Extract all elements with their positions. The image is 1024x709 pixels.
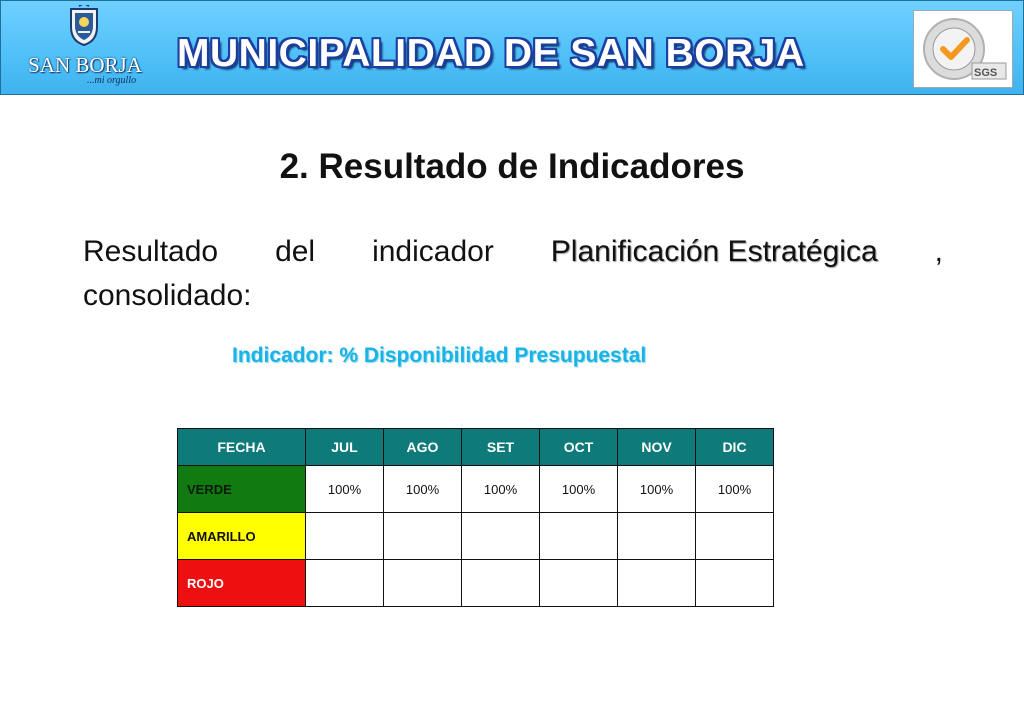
row-label-amarillo: AMARILLO [178, 513, 306, 560]
intro-emphasis: Planificación Estratégica [550, 235, 878, 268]
table-cell: 100% [306, 466, 384, 513]
table-cell: 100% [618, 466, 696, 513]
iso-certification-badge [913, 10, 1013, 88]
column-header-month: OCT [540, 429, 618, 466]
intro-comma: , [934, 235, 943, 268]
table-row-rojo [178, 560, 774, 607]
column-header-fecha: FECHA [178, 429, 306, 466]
row-label-rojo: ROJO [178, 560, 306, 607]
table-row-amarillo [178, 513, 774, 560]
column-header-month: SET [462, 429, 540, 466]
header-banner [0, 0, 1024, 95]
table-cell [384, 560, 462, 607]
table-header-row [178, 429, 774, 466]
table-cell [306, 513, 384, 560]
intro-line-1 [83, 230, 943, 274]
table-cell [462, 513, 540, 560]
san-borja-logo [21, 19, 149, 87]
cert-sgs-text: SGS [974, 67, 998, 79]
table-cell: 100% [462, 466, 540, 513]
table-cell [696, 513, 774, 560]
logo-name: SAN BORJA [28, 53, 142, 77]
table-cell: 100% [696, 466, 774, 513]
crest-icon [67, 5, 101, 47]
intro-word: indicador [372, 235, 494, 268]
intro-paragraph [83, 230, 943, 318]
slide-title: 2. Resultado de Indicadores [279, 147, 745, 186]
logo-slogan: ...mi orgullo [87, 75, 137, 86]
table-cell [540, 513, 618, 560]
column-header-month: DIC [696, 429, 774, 466]
table-cell: 100% [384, 466, 462, 513]
header-title: MUNICIPALIDAD DE SAN BORJA [177, 32, 805, 75]
table-cell [618, 560, 696, 607]
table-cell [696, 560, 774, 607]
table-cell [540, 560, 618, 607]
table-row-verde [178, 466, 774, 513]
table-cell [384, 513, 462, 560]
table-cell: 100% [540, 466, 618, 513]
table-cell [618, 513, 696, 560]
results-table [177, 428, 774, 607]
column-header-month: AGO [384, 429, 462, 466]
column-header-month: NOV [618, 429, 696, 466]
table-cell [462, 560, 540, 607]
intro-word: Resultado [83, 235, 219, 268]
intro-word: del [275, 235, 316, 268]
intro-line-2: consolidado: [83, 279, 252, 312]
column-header-month: JUL [306, 429, 384, 466]
row-label-verde: VERDE [178, 466, 306, 513]
iso-9001-certification-seal [914, 11, 1012, 87]
table-cell [306, 560, 384, 607]
indicator-label: Indicador: % Disponibilidad Presupuestal [232, 344, 647, 367]
